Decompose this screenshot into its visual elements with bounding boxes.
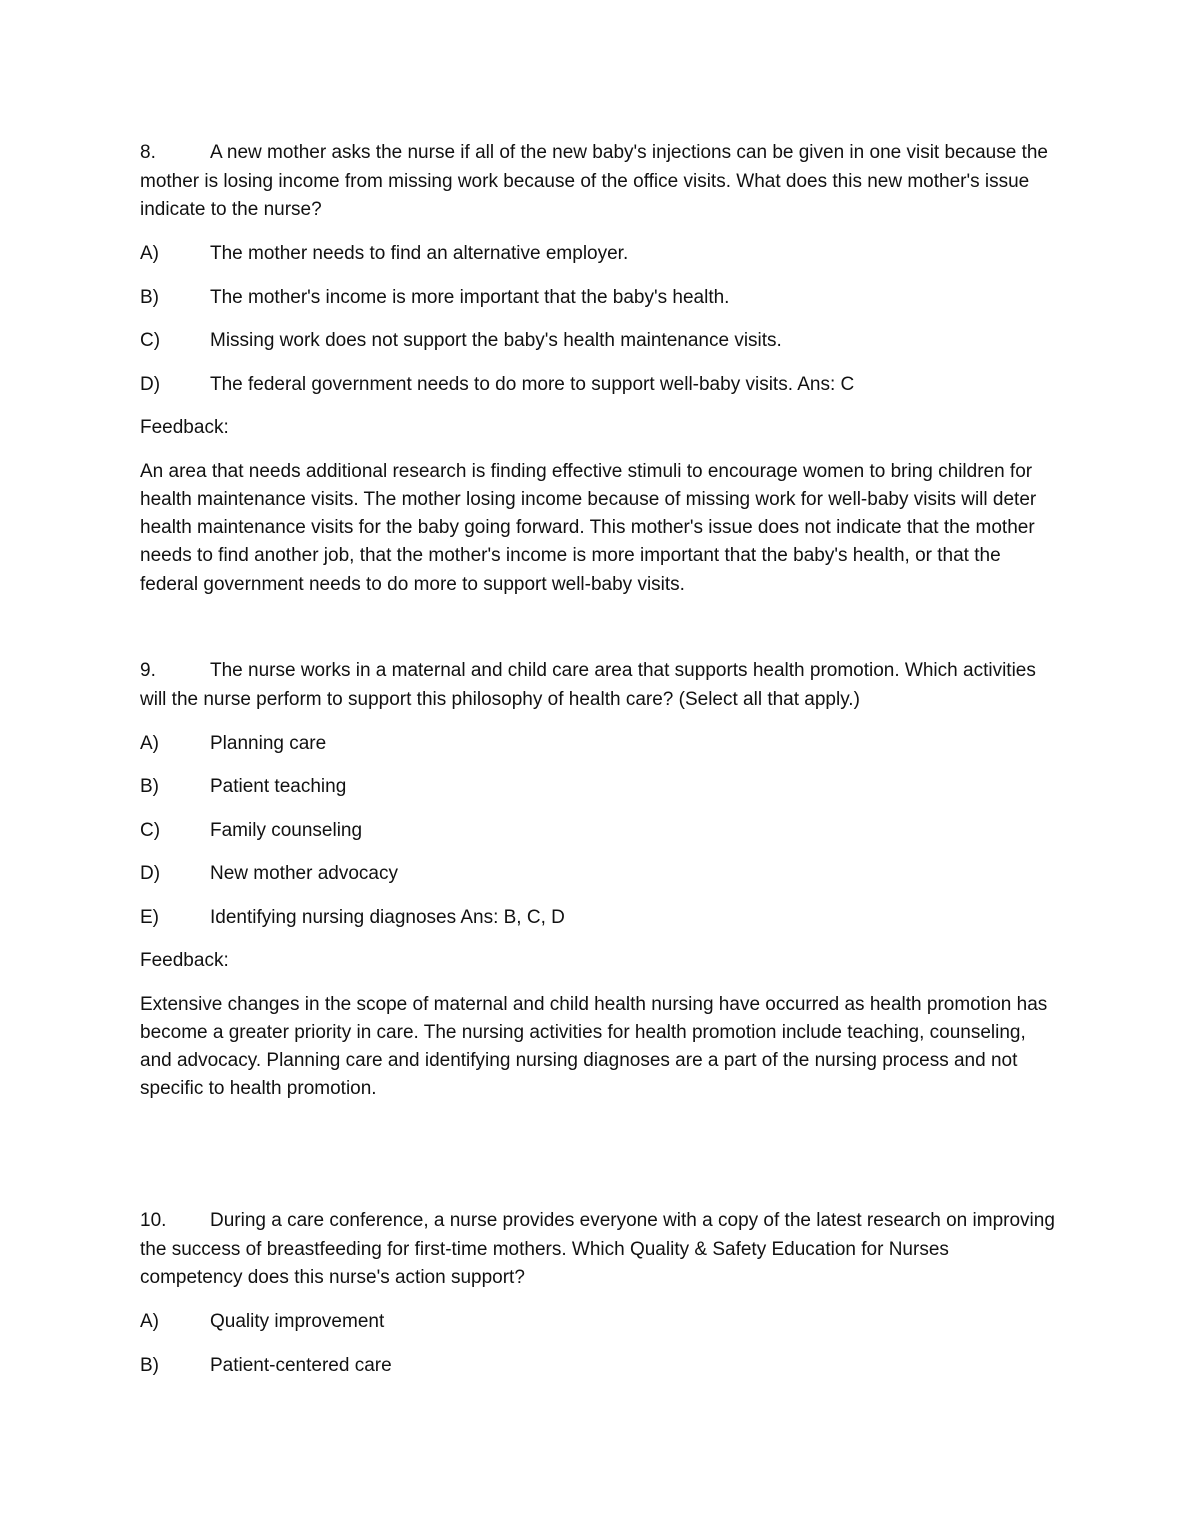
answer-option (140, 773, 1055, 801)
question-text: During a care conference, a nurse provides everyone with a copy of the latest research on improving the success of breastfeeding for first-time mothers. Which Quality & Safety Education for Nurses competency does this nurse's action support? (140, 1210, 1055, 1288)
question-text: The nurse works in a maternal and child care area that supports health promotion. Which activities will the nurse perform to support this philosophy of health care? (Select all that apply.) (140, 660, 1036, 710)
question-stem (140, 657, 1055, 714)
answer-option (140, 371, 1055, 399)
option-letter: B) (140, 286, 159, 308)
answer-options (140, 240, 1055, 399)
question-stem (140, 139, 1055, 225)
answer-option (140, 1352, 1055, 1380)
question-10 (140, 1207, 1055, 1380)
question-number: 9. (140, 660, 156, 681)
option-text: Identifying nursing diagnoses Ans: B, C, D (210, 906, 565, 928)
option-text: Patient-centered care (210, 1354, 392, 1376)
question-text: A new mother asks the nurse if all of the new baby's injections can be given in one visit because the mother is losing income from missing work because of the office visits. What does this new mother's issue indicate to the nurse? (140, 142, 1049, 220)
answer-option (140, 1308, 1055, 1336)
question-number: 8. (140, 142, 156, 163)
option-text: Family counseling (210, 819, 363, 841)
option-letter: B) (140, 1354, 159, 1376)
option-letter: A) (140, 1311, 159, 1332)
feedback-text: Extensive changes in the scope of maternal and child health nursing have occurred as health promotion has become a greater priority in care. The nursing activities for health promotion include teaching, counseling, and advocacy. Planning care and identifying nursing diagnoses are a part of the nursing process and not specific to health promotion. (140, 993, 1048, 1100)
answer-option (140, 730, 1055, 758)
option-text: New mother advocacy (210, 863, 398, 884)
option-text: The federal government needs to do more to support well-baby visits. Ans: C (210, 373, 855, 395)
question-8 (140, 139, 1055, 599)
question-number: 10. (140, 1210, 167, 1231)
answer-option (140, 817, 1055, 845)
option-text: Missing work does not support the baby's health maintenance visits. (210, 330, 782, 351)
feedback-text: An area that needs additional research is finding effective stimuli to encourage women to bring children for health maintenance visits. The mother losing income because of missing work for well-baby visits will deter health maintenance visits for the baby going forward. This mother's issue does not indicate that the mother needs to find another job, that the mother's income is more important that the baby's health, or that the federal government needs to do more to support well-baby visits. (140, 460, 1037, 595)
feedback-label: Feedback: (140, 950, 229, 971)
option-letter: E) (140, 906, 159, 928)
option-letter: C) (140, 330, 161, 351)
option-letter: B) (140, 776, 159, 797)
option-letter: D) (140, 373, 161, 395)
answer-option (140, 904, 1055, 932)
option-text: Planning care (210, 732, 327, 754)
answer-options (140, 730, 1055, 932)
answer-option (140, 284, 1055, 312)
feedback-label: Feedback: (140, 417, 229, 438)
option-letter: C) (140, 819, 161, 841)
question-9 (140, 657, 1055, 1104)
answer-option (140, 860, 1055, 888)
answer-option (140, 327, 1055, 355)
option-letter: A) (140, 732, 159, 754)
question-stem (140, 1207, 1055, 1293)
answer-option (140, 240, 1055, 268)
option-text: Quality improvement (210, 1311, 385, 1332)
option-text: Patient teaching (210, 776, 347, 797)
option-letter: A) (140, 243, 159, 264)
option-letter: D) (140, 863, 161, 884)
option-text: The mother's income is more important that the baby's health. (210, 286, 730, 308)
answer-options (140, 1308, 1055, 1380)
option-text: The mother needs to find an alternative employer. (210, 243, 629, 264)
